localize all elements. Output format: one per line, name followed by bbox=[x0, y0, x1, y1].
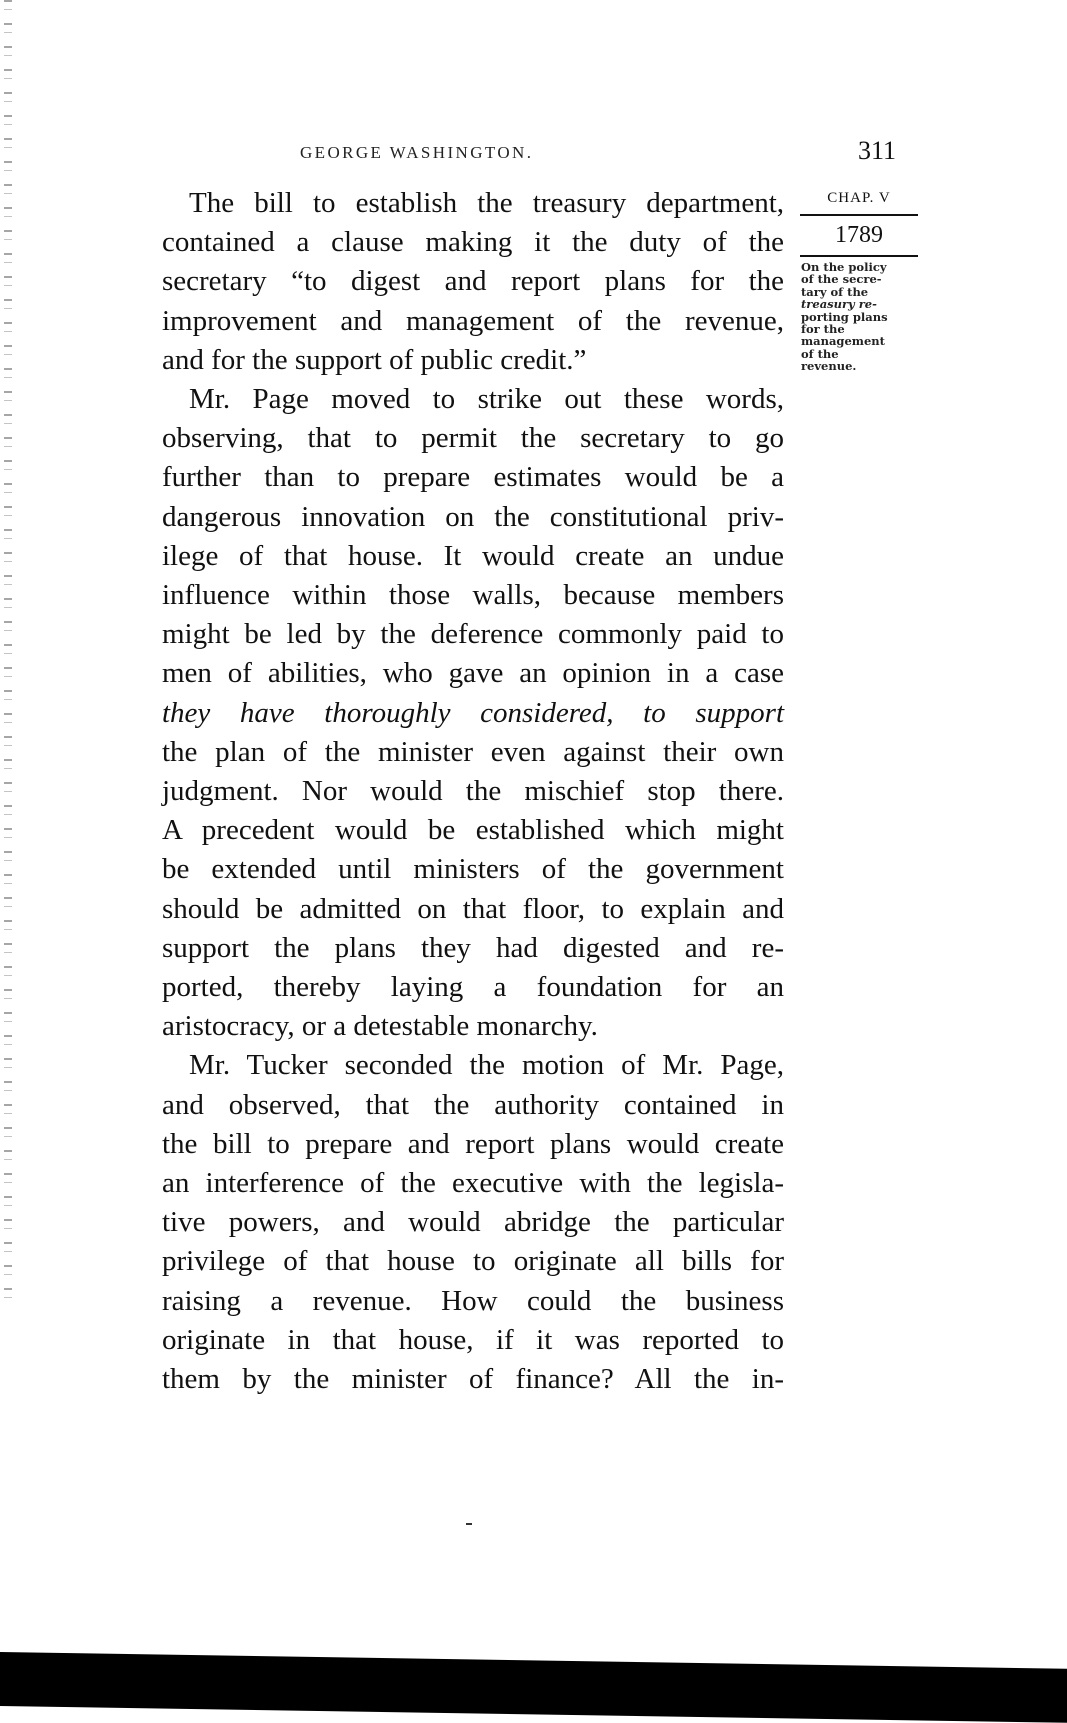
divider bbox=[800, 214, 918, 216]
body-text bbox=[162, 184, 784, 1399]
text-line: should be admitted on that floor, to explain and bbox=[162, 892, 784, 925]
text-line: tive powers, and would abridge the particular bbox=[162, 1206, 784, 1239]
sidenote-line: tary of the bbox=[801, 284, 869, 299]
text-line: influence within those walls, because members bbox=[162, 579, 784, 612]
sidenote-line: of the bbox=[801, 346, 839, 361]
sidenote-line: porting plans bbox=[801, 309, 888, 324]
text-line: men of abilities, who gave an opinion in a case bbox=[162, 657, 784, 690]
text-line: dangerous innovation on the constitutional priv- bbox=[162, 500, 784, 533]
text-line: aristocracy, or a detestable monarchy. bbox=[162, 1010, 598, 1043]
sidenote-line: On the policy bbox=[801, 260, 887, 274]
sidenote-line: for the bbox=[801, 322, 845, 337]
scan-edge-artifact bbox=[4, 0, 12, 1300]
text-line: support the plans they had digested and re- bbox=[162, 931, 784, 964]
running-head: GEORGE WASHINGTON. bbox=[300, 143, 534, 162]
text-line: privilege of that house to originate all bills for bbox=[162, 1245, 784, 1278]
text-line: the bill to prepare and report plans would create bbox=[162, 1127, 784, 1160]
text-line: and observed, that the authority contained in bbox=[162, 1088, 784, 1121]
text-line: contained a clause making it the duty of the bbox=[162, 226, 784, 259]
text-line: originate in that house, if it was reported to bbox=[162, 1323, 784, 1356]
sidenote bbox=[800, 261, 918, 373]
text-line: improvement and management of the revenue, bbox=[162, 304, 784, 337]
text-line: observing, that to permit the secretary to go bbox=[162, 422, 784, 455]
text-line: A precedent would be established which might bbox=[162, 814, 784, 847]
text-line: an interference of the executive with the legisla- bbox=[162, 1167, 784, 1200]
text-line: judgment. Nor would the mischief stop there. bbox=[162, 775, 784, 808]
scan-speck bbox=[466, 1523, 472, 1525]
divider bbox=[800, 255, 918, 257]
text-line: The bill to establish the treasury department, bbox=[189, 187, 784, 219]
text-line: the plan of the minister even against their own bbox=[162, 735, 784, 768]
text-line: raising a revenue. How could the business bbox=[162, 1284, 784, 1317]
chapter-label: CHAP. V bbox=[827, 190, 891, 206]
sidenote-line: treasury re- bbox=[801, 297, 877, 312]
sidenote-line: management bbox=[801, 334, 885, 349]
margin-notes bbox=[800, 190, 918, 373]
text-line: and for the support of public credit.” bbox=[162, 343, 587, 376]
year-label: 1789 bbox=[835, 222, 883, 248]
text-line: might be led by the deference commonly paid to bbox=[162, 618, 784, 651]
text-line: ported, thereby laying a foundation for an bbox=[162, 971, 784, 1004]
text-line: ilege of that house. It would create an undue bbox=[162, 539, 784, 572]
text-line: Mr. Tucker seconded the motion of Mr. Page, bbox=[189, 1049, 784, 1082]
text-line-italic: they have thoroughly considered, to support bbox=[162, 696, 784, 729]
sidenote-line: revenue. bbox=[801, 359, 857, 374]
text-line: them by the minister of finance? All the in- bbox=[162, 1363, 784, 1396]
text-line: further than to prepare estimates would be a bbox=[162, 461, 784, 494]
scan-bottom-bar bbox=[0, 1652, 1067, 1723]
text-line: Mr. Page moved to strike out these words, bbox=[189, 383, 784, 416]
page-number: 311 bbox=[858, 136, 897, 165]
text-line: secretary “to digest and report plans for the bbox=[162, 265, 784, 298]
sidenote-line: of the secre- bbox=[801, 272, 882, 287]
text-line: be extended until ministers of the government bbox=[162, 853, 784, 886]
